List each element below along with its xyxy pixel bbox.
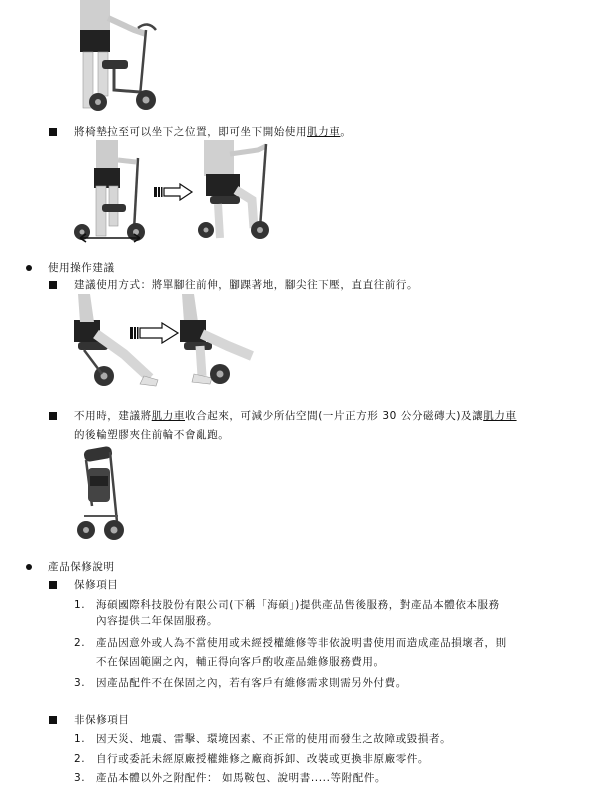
- square-bullet: [49, 412, 57, 420]
- storage-line-1: [74, 409, 517, 423]
- square-bullet: [49, 581, 57, 589]
- round-bullet: [26, 265, 32, 271]
- non-covered-item-2-text: 自行或委託未經原廠授權維修之廠商拆卸、改裝或更換非原廠零件。: [96, 753, 429, 765]
- term-strength-scooter: 肌力車: [483, 410, 517, 422]
- covered-heading: 保修項目: [74, 579, 119, 591]
- non-covered-heading: 非保修項目: [74, 714, 130, 726]
- non-covered-item-1-text: 因天災、地震、雷擊、環境因素、不正常的使用而發生之故障或毀損者。: [96, 733, 452, 745]
- storage-text-a: 不用時，建議將: [74, 410, 152, 422]
- non-covered-item-2-num: 2.: [74, 753, 86, 765]
- storage-line-2: 的後輪塑膠夾住前輪不會亂跑。: [74, 429, 230, 441]
- usage-heading: 使用操作建議: [48, 262, 115, 274]
- term-strength-scooter: 肌力車: [151, 410, 186, 422]
- covered-item-2-num: 2.: [74, 637, 86, 649]
- non-covered-item-3-num: 3.: [74, 772, 86, 784]
- square-bullet: [49, 128, 57, 136]
- non-covered-item-1-num: 1.: [74, 733, 86, 745]
- storage-text-b: 收合起來，可減少所佔空間(一片正方形 30 公分磁磚大)及讓: [185, 410, 484, 422]
- covered-item-2-line1: 產品因意外或人為不當使用或未經授權維修等非依說明書使用而造成產品損壞者，則: [96, 637, 507, 649]
- usage-suggestion: 建議使用方式：將單腳往前伸，腳踝著地，腳尖往下壓，直直往前行。: [74, 279, 419, 291]
- round-bullet: [26, 564, 32, 570]
- photo-seat-adjust-after: [196, 140, 276, 244]
- step-pull-seat-text: [74, 125, 352, 139]
- covered-item-3-num: 3.: [74, 677, 86, 689]
- non-covered-item-3-text: 產品本體以外之附配件： 如馬鞍包、說明書.....等附配件。: [96, 772, 387, 784]
- photo-seat-adjust-before: [74, 140, 150, 244]
- photo-foot-technique-after: [180, 294, 260, 392]
- term-strength-scooter: 肌力車: [307, 126, 341, 138]
- photo-scooter-standing: [74, 0, 160, 114]
- warranty-heading: 產品保修說明: [48, 561, 115, 573]
- photo-folded-scooter: [74, 446, 134, 546]
- covered-item-1-line1: 海碩國際科技股份有限公司(下稱「海碩」)提供產品售後服務，對產品本體依本服務: [96, 599, 500, 611]
- square-bullet: [49, 281, 57, 289]
- covered-item-3-line1: 因產品配件不在保固之內，若有客戶有維修需求則需另外付費。: [96, 677, 407, 689]
- square-bullet: [49, 716, 57, 724]
- step-text-after: 。: [340, 126, 352, 138]
- arrow-right-icon: [130, 322, 180, 344]
- covered-item-1-num: 1.: [74, 599, 86, 611]
- arrow-right-icon: [154, 183, 194, 201]
- covered-item-1-line2: 內容提供二年保固服務。: [96, 615, 219, 627]
- covered-item-2-line2: 不在保固範圍之內，輔正得向客戶酌收產品維修服務費用。: [96, 656, 385, 668]
- step-text-before: 將椅墊拉至可以坐下之位置，即可坐下開始使用: [74, 126, 308, 138]
